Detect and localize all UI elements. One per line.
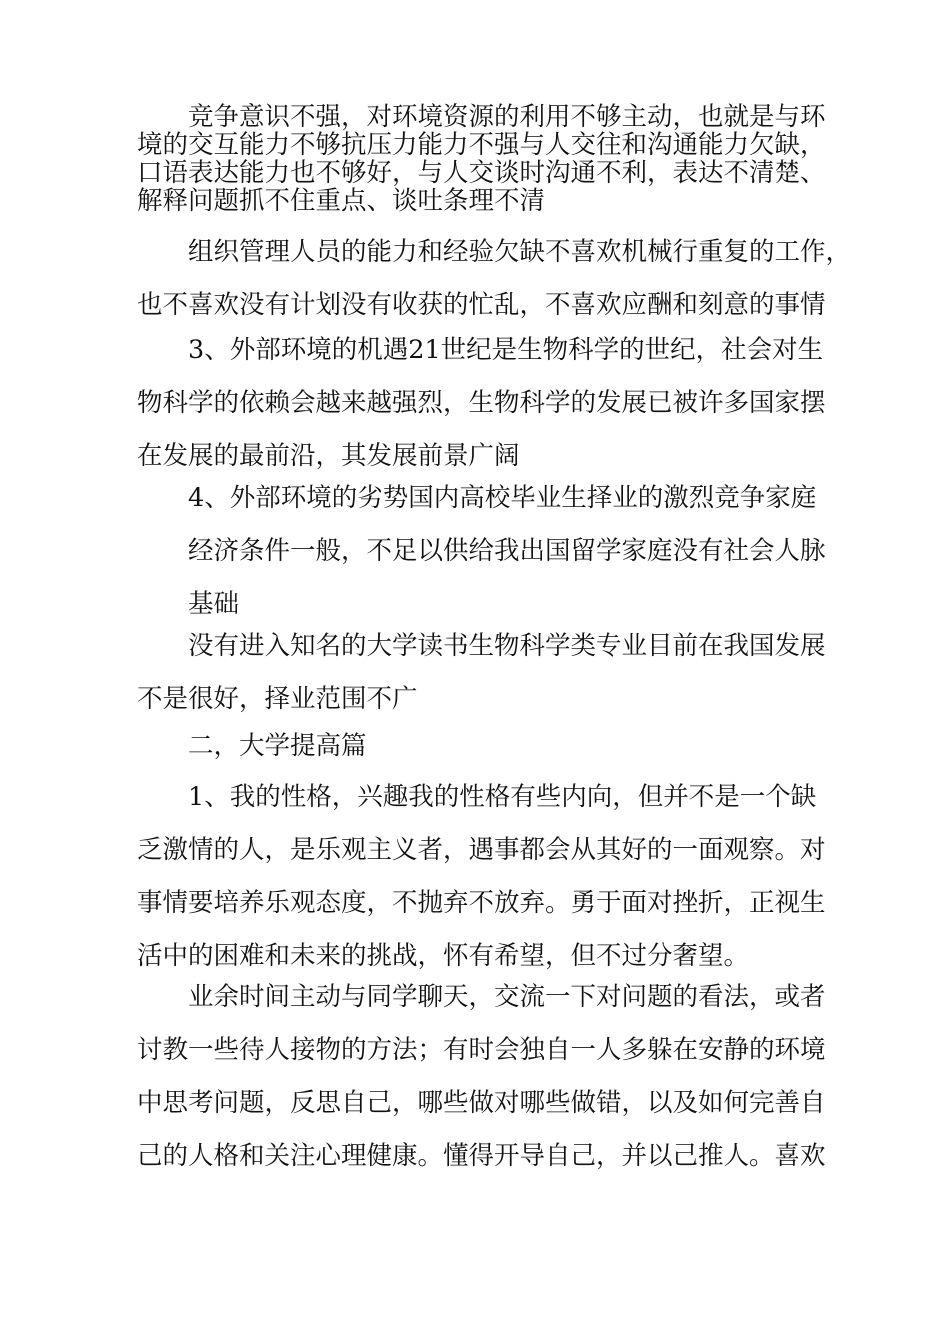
text-line: 活中的困难和未来的挑战，怀有希望，但不过分奢望。 [137,941,750,971]
text-line: 事情要培养乐观态度，不抛弃不放弃。勇于面对挫折，正视生 [137,888,826,918]
text-line: 没有进入知名的大学读书生物科学类专业目前在我国发展 [188,631,826,661]
paragraph-university [137,620,837,726]
text-line: 不是很好，择业范围不广 [137,684,418,714]
text-line: 中思考问题，反思自己，哪些做对哪些做错，以及如何完善自 [137,1088,826,1118]
paragraph-opportunities [137,324,837,483]
text-line: 也不喜欢没有计划没有收获的忙乱，不喜欢应酬和刻意的事情 [137,290,826,320]
text-line: 乏激情的人，是乐观主义者，遇事都会从其好的一面观察。对 [137,835,826,865]
text-line: 1、我的性格，兴趣我的性格有些内向，但并不是一个缺 [188,782,817,812]
paragraph-leisure [137,971,837,1183]
text-line: 境的交互能力不够抗压力能力不强与人交往和沟通能力欠缺， [137,130,826,160]
text-line: 组织管理人员的能力和经验欠缺不喜欢机械行重复的工作， [188,237,852,267]
paragraph-threats [137,472,837,631]
text-line: 口语表达能力也不够好，与人交谈时沟通不利，表达不清楚、 [137,158,826,188]
text-line: 物科学的依赖会越来越强烈，生物科学的发展已被许多国家摆 [137,388,826,418]
text-line: 在发展的最前沿，其发展前景广阔 [137,441,520,471]
text-line: 讨教一些待人接物的方法；有时会独自一人多躲在安静的环境 [137,1035,826,1065]
section-heading-text: 二，大学提高篇 [188,731,367,761]
paragraph-weaknesses [137,103,837,215]
paragraph-personality [137,771,837,983]
text-line: 己的人格和关注心理健康。懂得开导自己，并以己推人。喜欢 [137,1141,826,1171]
text-line: 3、外部环境的机遇21世纪是生物科学的世纪，社会对生 [188,335,824,365]
text-line: 解释问题抓不住重点、谈吐条理不清 [137,186,546,216]
text-line: 4、外部环境的劣势国内高校毕业生择业的激烈竞争家庭 [188,483,817,513]
text-line: 竞争意识不强，对环境资源的利用不够主动，也就是与环 [188,102,826,132]
section-heading [137,720,837,773]
text-line: 基础 [188,589,240,619]
text-line: 经济条件一般，不足以供给我出国留学家庭没有社会人脉 [188,536,826,566]
text-line: 业余时间主动与同学聊天，交流一下对问题的看法，或者 [188,982,826,1012]
paragraph-management [137,226,852,332]
